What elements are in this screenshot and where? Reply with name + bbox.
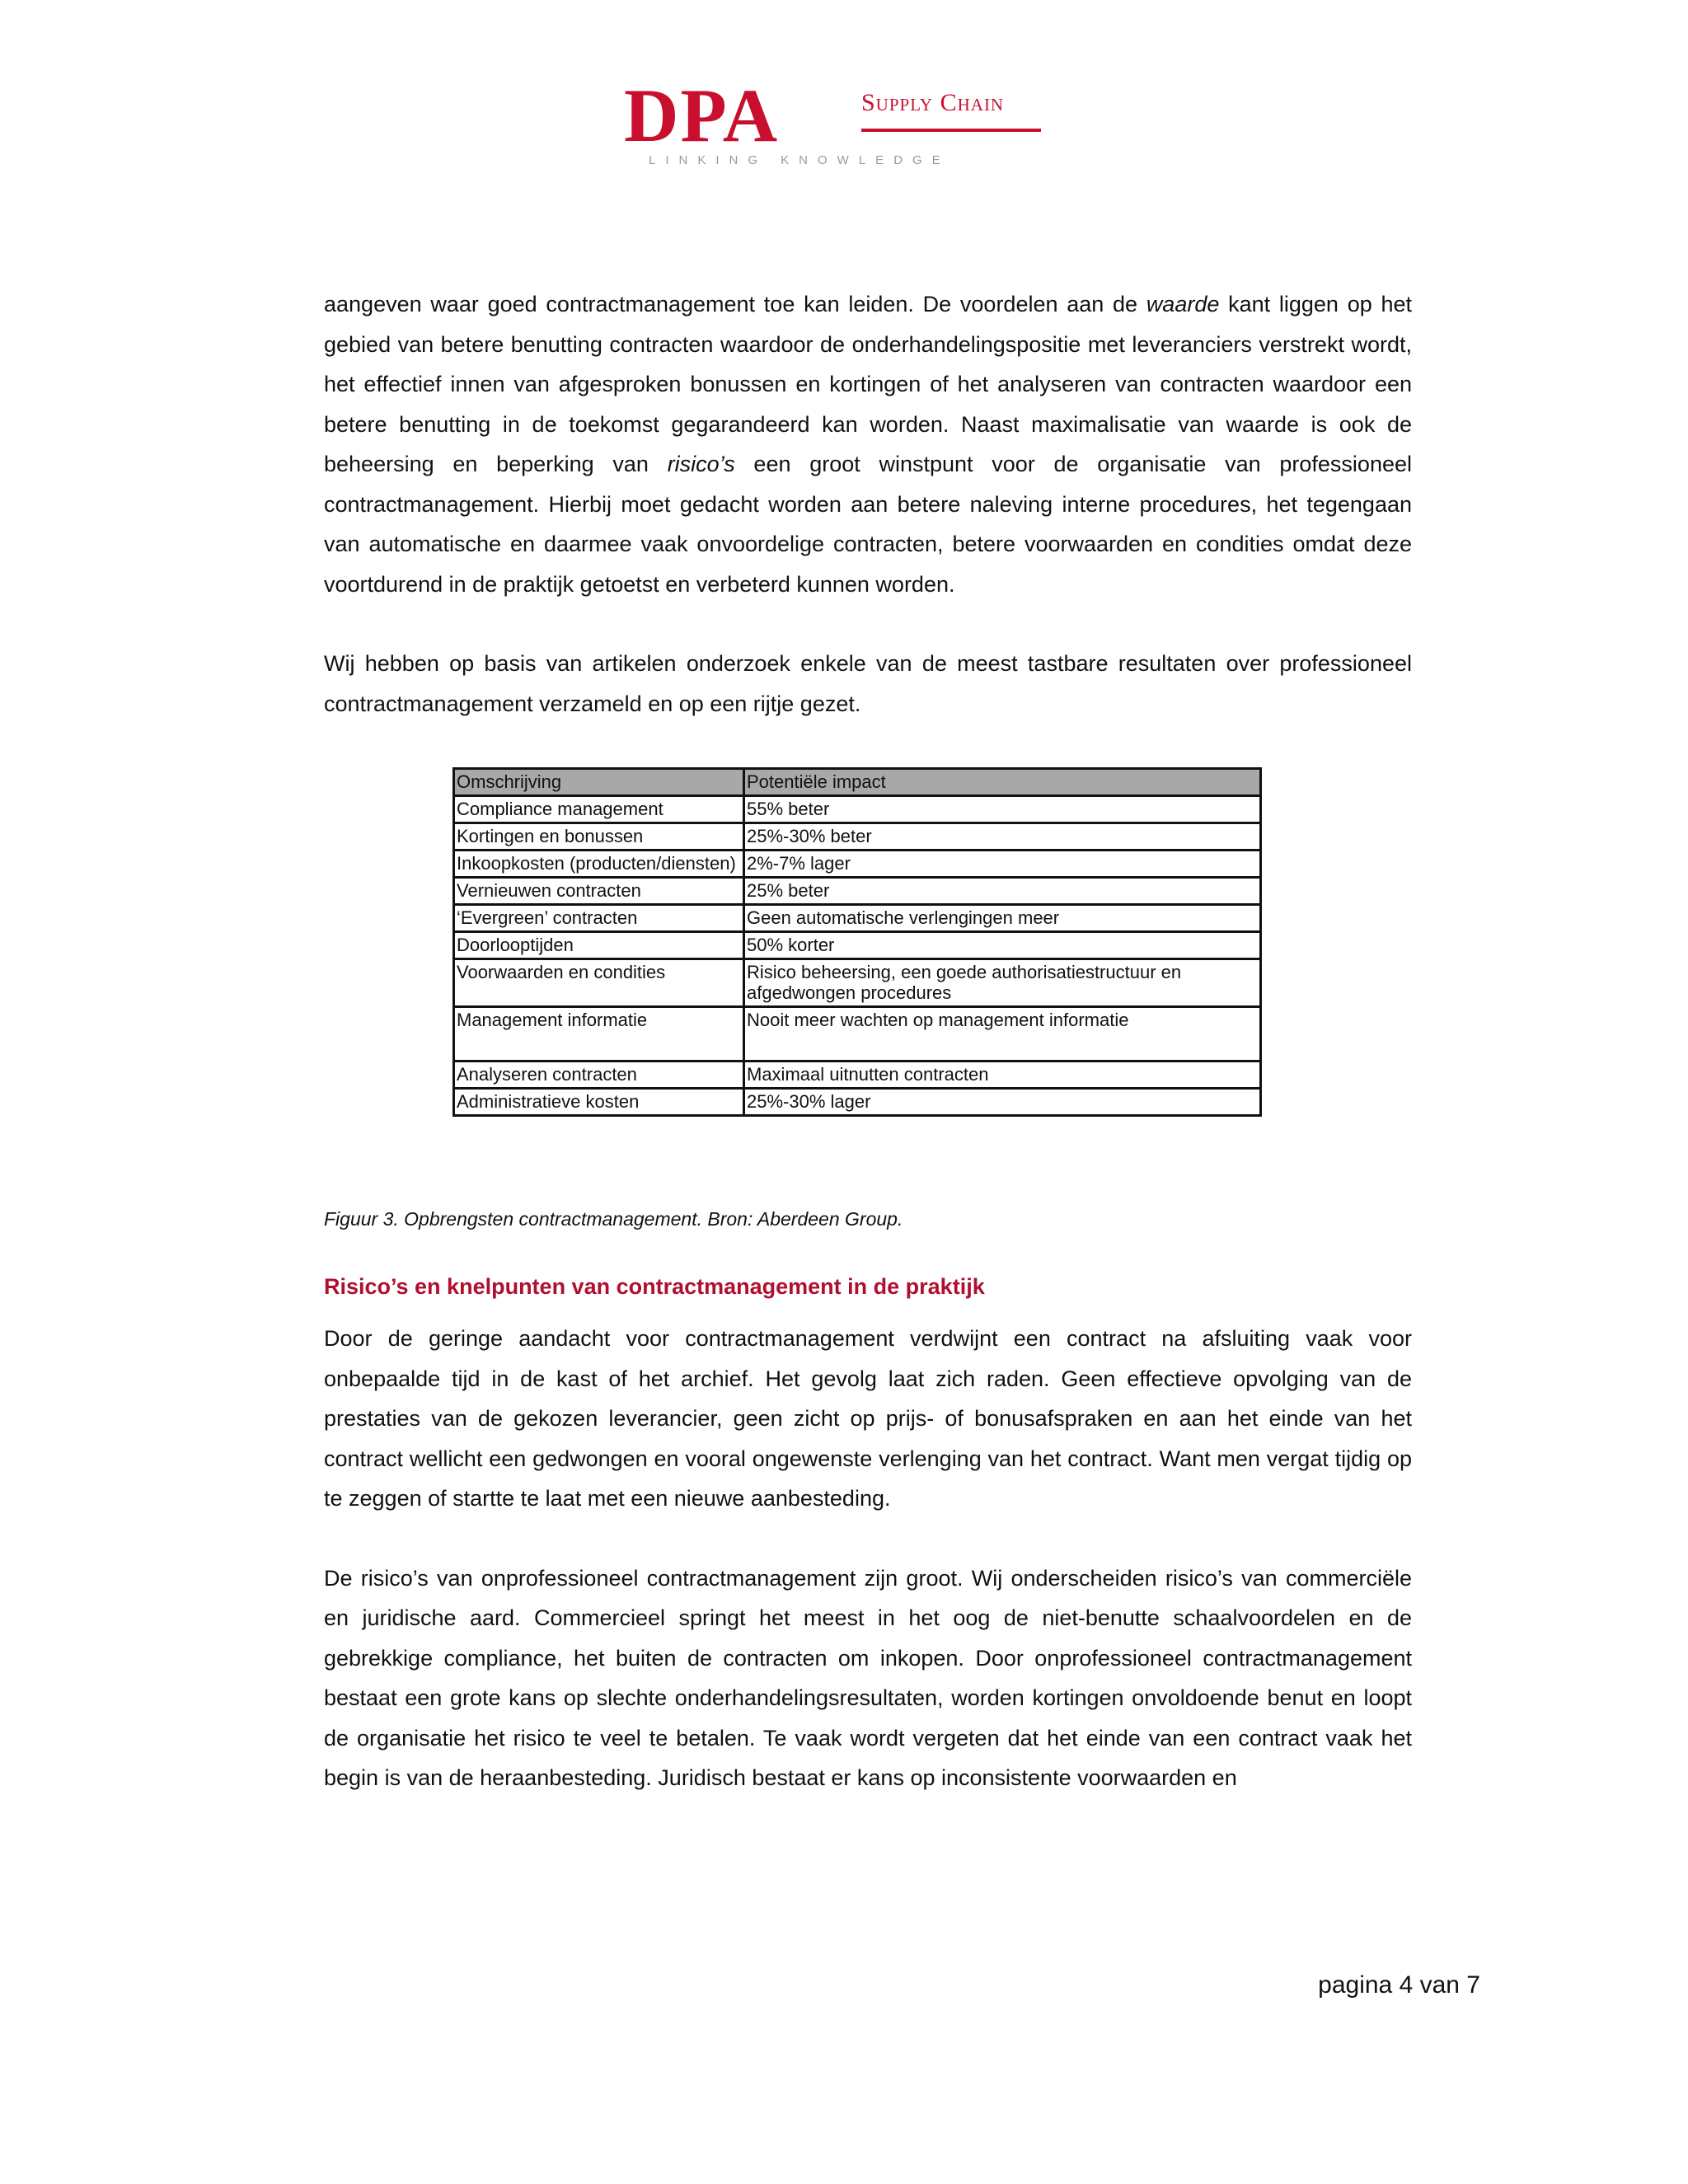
table-cell: Management informatie [454, 1007, 744, 1062]
impact-table-wrapper [452, 767, 1262, 1117]
paragraph-1-part-c: een groot winstpunt voor de organisatie van professioneel contractmanagement. Hierbij moet gedacht worden aan betere naleving interne procedures, het tegengaan van automatische en daarmee vaak onvoordelige contracten, betere voorwaarden en condities omdat deze voortdurend in de praktijk getoetst en verbeterd kunnen worden. [324, 452, 1412, 597]
paragraph-3: Door de geringe aandacht voor contractmanagement verdwijnt een contract na afsluiting vaak voor onbepaalde tijd in de kast of het archief. Het gevolg laat zich raden. Geen effectieve opvolging van de prestaties van de gekozen leverancier, geen zicht op prijs- of bonusafspraken en aan het einde van het contract wellicht een gedwongen en vooral ongewenste verlenging van het contract. Want men vergat tijdig op te zeggen of startte te laat met een nieuwe aanbesteding. [324, 1326, 1412, 1511]
table-cell: Vernieuwen contracten [454, 878, 744, 905]
table-cell: Administratieve kosten [454, 1089, 744, 1116]
table-header-omschrijving: Omschrijving [454, 769, 744, 796]
paragraph-1-part-b: kant liggen op het gebied van betere benutting contracten waardoor de onderhandelingspositie met leveranciers verstrekt wordt, het effectief innen van afgesproken bonussen en kortingen of het analyseren van contracten waardoor een betere benutting in de toekomst gegarandeerd kan worden. Naast maximalisatie van waarde is ook de beheersing en beperking van [324, 292, 1413, 476]
table-row [454, 823, 1261, 851]
table-cell: 25%-30% beter [744, 823, 1261, 851]
body-top [324, 284, 1412, 724]
dpa-logo [614, 73, 1043, 167]
table-cell: 25%-30% lager [744, 1089, 1261, 1116]
table-row [454, 796, 1261, 823]
table-cell: 50% korter [744, 932, 1261, 959]
logo-sub-text: Supply Chain [861, 89, 1005, 116]
table-cell: Voorwaarden en condities [454, 959, 744, 1007]
table-row [454, 878, 1261, 905]
table-row [454, 851, 1261, 878]
table-cell: 25% beter [744, 878, 1261, 905]
table-cell: Nooit meer wachten op management informatie [744, 1007, 1261, 1062]
table-row [454, 1089, 1261, 1116]
table-row [454, 905, 1261, 932]
paragraph-2: Wij hebben op basis van artikelen onderzoek enkele van de meest tastbare resultaten over professioneel contractmanagement verzameld en op een rijtje gezet. [324, 651, 1412, 716]
table-cell: Analyseren contracten [454, 1062, 744, 1089]
page-number: pagina 4 van 7 [1318, 1971, 1480, 1999]
paragraph-4: De risico’s van onprofessioneel contractmanagement zijn groot. Wij onderscheiden risico’s van commerciële en juridische aard. Commercieel springt het meest in het oog de niet-benutte schaalvoordelen en de gebrekkige compliance, het buiten de contracten om inkopen. Door onprofessioneel contractmanagement bestaat een grote kans op slechte onderhandelingsresultaten, worden kortingen onvoldoende benut en loopt de organisatie het risico te veel te betalen. Te vaak wordt vergeten dat het einde van een contract vaak het begin is van de heraanbesteding. Juridisch bestaat er kans op inconsistente voorwaarden en [324, 1565, 1412, 1790]
table-cell: Maximaal uitnutten contracten [744, 1062, 1261, 1089]
table-row [454, 1007, 1261, 1062]
table-cell: 2%-7% lager [744, 851, 1261, 878]
body-bottom [324, 1319, 1412, 1798]
paragraph-1-emphasis-waarde: waarde [1146, 292, 1220, 316]
table-cell: Risico beheersing, een goede authorisatiestructuur en afgedwongen procedures [744, 959, 1261, 1007]
paragraph-1 [324, 284, 1412, 604]
table-cell: 55% beter [744, 796, 1261, 823]
table-row [454, 959, 1261, 1007]
table-cell: Doorlooptijden [454, 932, 744, 959]
logo-main-text: DPA [624, 73, 780, 157]
table-row [454, 932, 1261, 959]
paragraph-1-emphasis-risicos: risico’s [667, 452, 735, 476]
table-header-impact: Potentiële impact [744, 769, 1261, 796]
table-cell: Compliance management [454, 796, 744, 823]
table-cell: ‘Evergreen’ contracten [454, 905, 744, 932]
figure-caption: Figuur 3. Opbrengsten contractmanagement. Bron: Aberdeen Group. [324, 1208, 903, 1230]
impact-table [452, 767, 1262, 1117]
table-cell: Inkoopkosten (producten/diensten) [454, 851, 744, 878]
table-row [454, 1062, 1261, 1089]
table-cell: Geen automatische verlengingen meer [744, 905, 1261, 932]
section-heading: Risico’s en knelpunten van contractmanagement in de praktijk [324, 1274, 985, 1299]
table-cell: Kortingen en bonussen [454, 823, 744, 851]
table-header-row [454, 769, 1261, 796]
logo-tagline: LINKING KNOWLEDGE [649, 153, 950, 167]
logo-rule [861, 129, 1041, 132]
paragraph-1-part-a: aangeven waar goed contractmanagement toe kan leiden. De voordelen aan de [324, 292, 1146, 316]
